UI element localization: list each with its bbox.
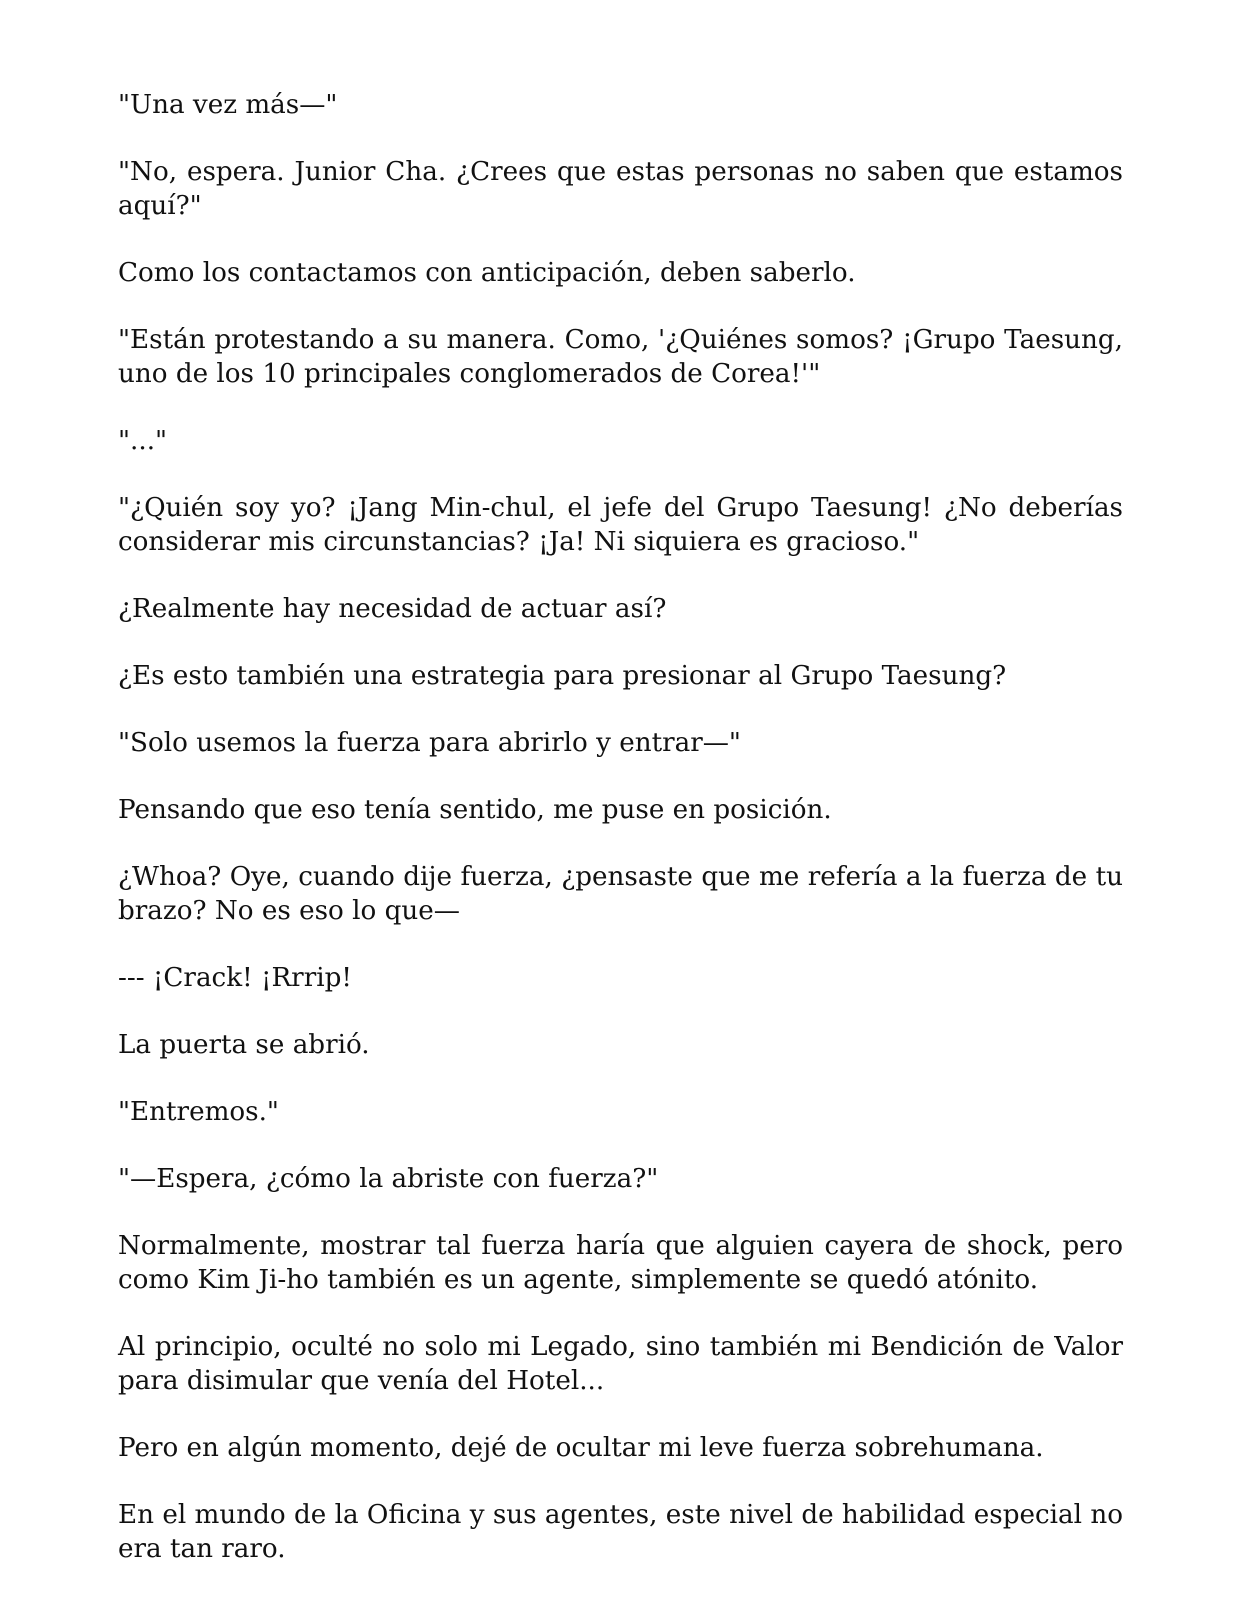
paragraph: La puerta se abrió. xyxy=(118,1030,370,1060)
text-column xyxy=(118,88,1123,1599)
paragraph: Al principio, oculté no solo mi Legado, sino también mi Bendición de Valor para disimular que venía del Hotel... xyxy=(118,1332,1123,1396)
paragraph: Normalmente, mostrar tal fuerza haría que alguien cayera de shock, pero como Kim Ji-ho también es un agente, simplemente se quedó atónito. xyxy=(118,1231,1123,1295)
paragraph: ¿Whoa? Oye, cuando dije fuerza, ¿pensaste que me refería a la fuerza de tu brazo? No es eso lo que— xyxy=(118,862,1123,926)
paragraph: "No, espera. Junior Cha. ¿Crees que estas personas no saben que estamos aquí?" xyxy=(118,157,1123,221)
paragraph: "¿Quién soy yo? ¡Jang Min-chul, el jefe del Grupo Taesung! ¿No deberías considerar mis circunstancias? ¡Ja! Ni siquiera es gracioso." xyxy=(118,493,1123,557)
paragraph: Como los contactamos con anticipación, deben saberlo. xyxy=(118,258,856,288)
paragraph: "Una vez más—" xyxy=(118,90,338,120)
paragraph: En el mundo de la Oficina y sus agentes, este nivel de habilidad especial no era tan raro. xyxy=(118,1500,1123,1564)
paragraph: ¿Es esto también una estrategia para presionar al Grupo Taesung? xyxy=(118,661,1007,691)
paragraph: Pero en algún momento, dejé de ocultar mi leve fuerza sobrehumana. xyxy=(118,1433,1044,1463)
paragraph: "—Espera, ¿cómo la abriste con fuerza?" xyxy=(118,1164,659,1194)
paragraph: "Solo usemos la fuerza para abrirlo y entrar—" xyxy=(118,728,741,758)
paragraph: Pensando que eso tenía sentido, me puse en posición. xyxy=(118,795,832,825)
paragraph: ¿Realmente hay necesidad de actuar así? xyxy=(118,594,667,624)
paragraph: "..." xyxy=(118,426,168,456)
paragraph: "Están protestando a su manera. Como, '¿Quiénes somos? ¡Grupo Taesung, uno de los 10 principales conglomerados de Corea!'" xyxy=(118,325,1123,389)
paragraph: --- ¡Crack! ¡Rrrip! xyxy=(118,963,352,993)
paragraph: "Entremos." xyxy=(118,1097,279,1127)
